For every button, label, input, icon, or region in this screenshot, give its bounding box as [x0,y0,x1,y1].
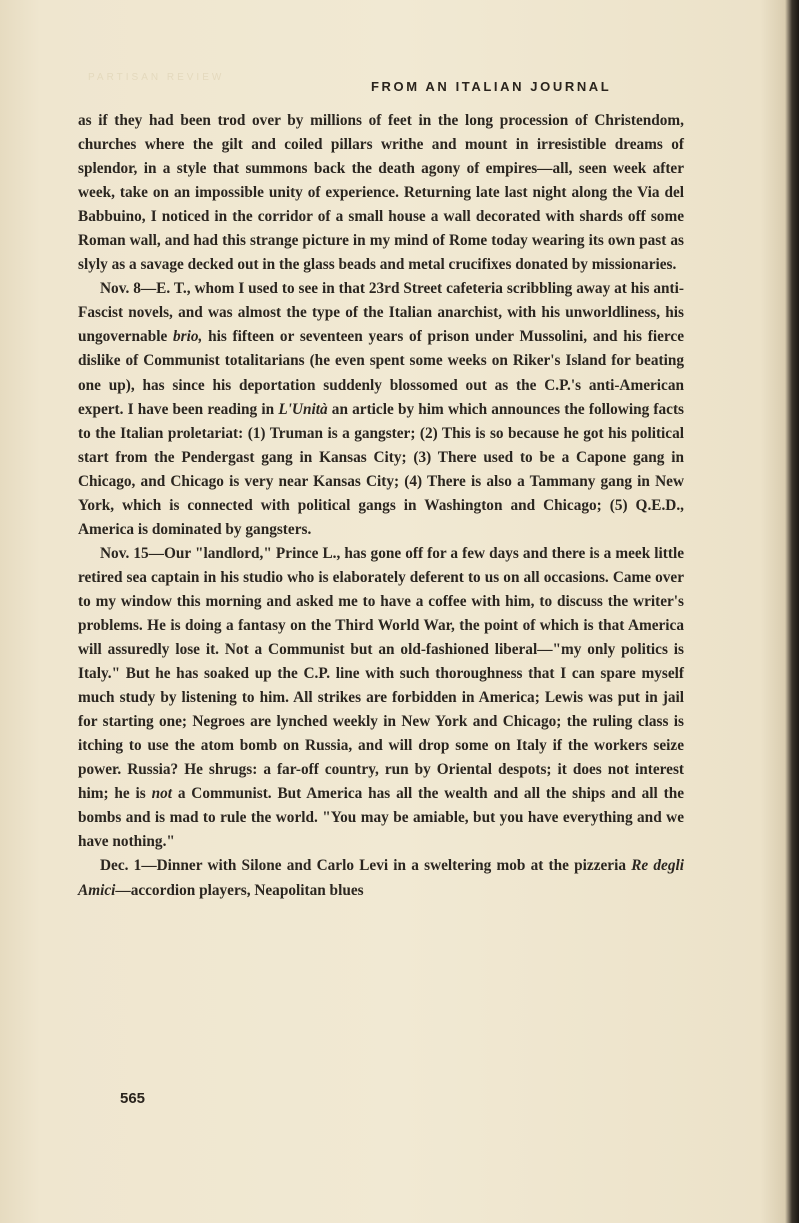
paragraph-1: as if they had been trod over by millions of feet in the long procession of Christendom, churches where the gilt and coiled pillars writhe and mount in irresistible dreams of splendor, in a style that summons back the death agony of empires—all, seen week after week, take on an impossible unity of experience. Returning late last night along the Via del Babbuino, I noticed in the corridor of a small house a wall decorated with shards off some Roman wall, and had this strange picture in my mind of Rome today wearing its own past as slyly as a savage decked out in the glass beads and metal crucifixes donated by missionaries. [78,112,684,274]
italic-title: L'Unità [278,400,328,418]
page-number: 565 [120,1090,146,1107]
italic-word: not [151,785,172,803]
paragraph-4: Dec. 1—Dinner with Silone and Carlo Levi in a sweltering mob at the pizzeria Re degli Amici—accordion players, Neapolitan blues [78,857,684,899]
show-through-text: PARTISAN REVIEW [88,72,225,83]
running-head: FROM AN ITALIAN JOURNAL [371,79,612,94]
paragraph-3: Nov. 15—Our "landlord," Prince L., has gone off for a few days and there is a meek little retired sea captain in his studio who is elaborately deferent to us on all occasions. Came over to my window this morning and asked me to have a coffee with him, to discuss the writer's problems. He is doing a fantasy on the Third World War, the point of which is that America will assuredly lose it. Not a Communist but an old-fashioned liberal—"my only politics is Italy." But he has soaked up the C.P. line with such thoroughness that I can spare myself much study by listening to him. All strikes are forbidden in America; Lewis was put in jail for starting one; Negroes are lynched weekly in New York and Chicago; the ruling class is itching to use the atom bomb on Russia, and will drop some on Italy if the workers seize power. Russia? He shrugs: a far-off country, run by Oriental despots; it does not interest him; he is not a Communist. But America has all the wealth and all the ships and all the bombs and is mad to rule the world. "You may be amiable, but you have everything and we have nothing." [78,544,684,851]
body-text [78,109,684,903]
paragraph-2: Nov. 8—E. T., whom I used to see in that 23rd Street cafeteria scribbling away at his anti-Fascist novels, and was almost the type of the Italian anarchist, with his unworldliness, his ungovernable brio, his fifteen or seventeen years of prison under Mussolini, and his fierce dislike of Communist totalitarians (he even spent some weeks on Riker's Island for beating one up), has since his deportation suddenly blossomed out as the C.P.'s anti-American expert. I have been reading in L'Unità an article by him which announces the following facts to the Italian proletariat: (1) Truman is a gangster; (2) This is so because he got his political start from the Pendergast gang in Kansas City; (3) There used to be a Capone gang in Chicago, and Chicago is very near Kansas City; (4) There is also a Tammany gang in New York, which is connected with political gangs in Washington and Chicago; (5) Q.E.D., America is dominated by gangsters. [78,280,684,538]
italic-title: Re degli Amici [78,857,684,899]
italic-word: brio, [173,328,203,346]
